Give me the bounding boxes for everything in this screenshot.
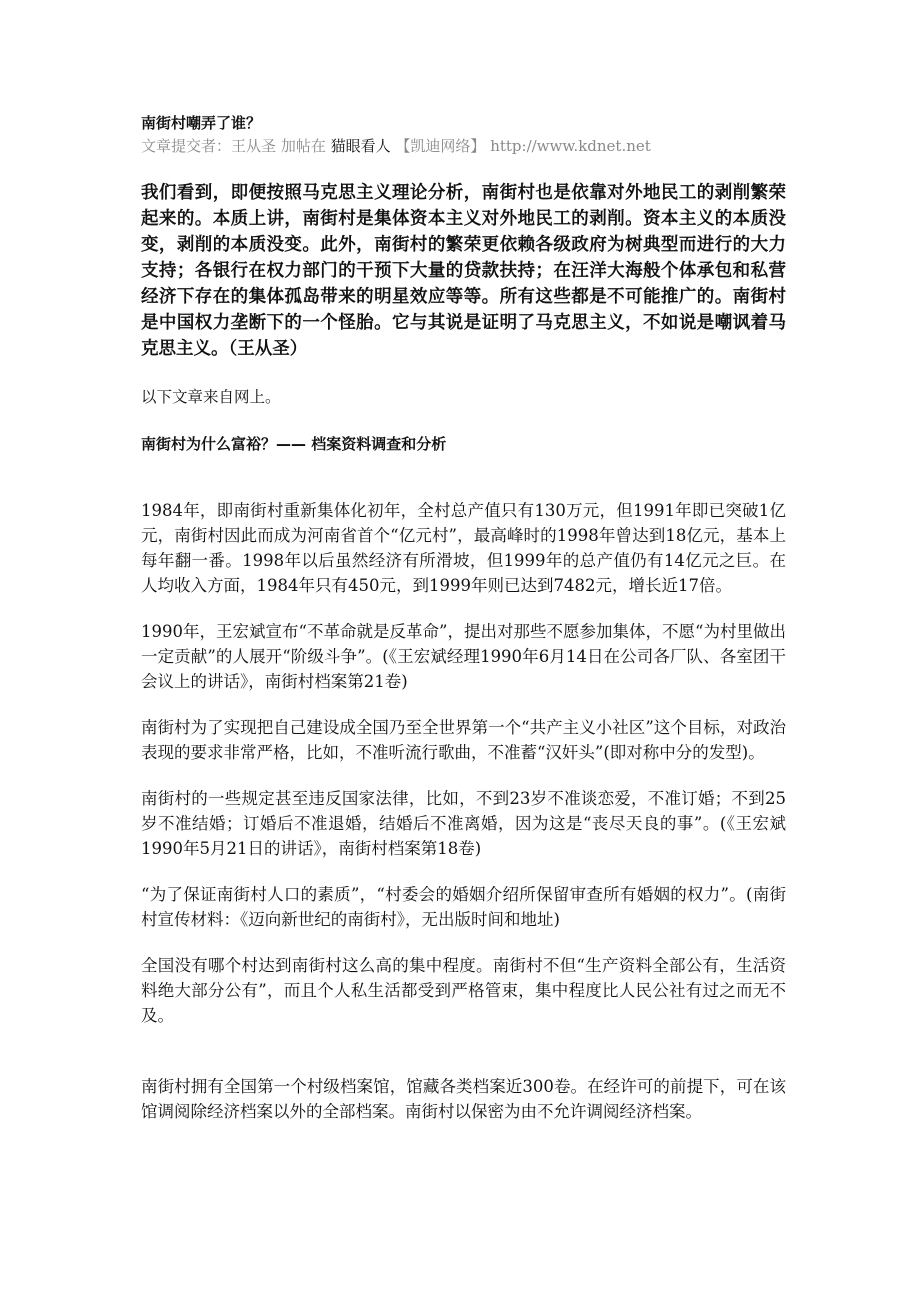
board-link[interactable]: 猫眼看人 — [330, 137, 391, 155]
body-paragraph: 1984年，即南街村重新集体化初年，全村总产值只有130万元，但1991年即已突破1亿元，南街村因此而成为河南省首个“亿元村”，最高峰时的1998年曾达到18亿元，基本上每年翻一番。1998年以后虽然经济有所滑坡，但1999年的总产值仍有14亿元之巨。在人均收入方面，1984年只有450元，到1999年则已达到7482元，增长近17倍。 — [141, 501, 786, 595]
submitter-label: 文章提交者： — [141, 137, 232, 155]
site-name: 【凯迪网络】 — [395, 137, 486, 155]
body-paragraph: “为了保证南街村人口的素质”，“村委会的婚姻介绍所保留审查所有婚姻的权力”。(南街村宣传材料：《迈向新世纪的南街村》，无出版时间和地址) — [141, 885, 786, 929]
submitter-name: 王从圣 — [231, 137, 277, 155]
body-paragraph: 1990年，王宏斌宣布“不革命就是反革命”，提出对那些不愿参加集体，不愿“为村里做出一定贡献”的人展开“阶级斗争”。(《王宏斌经理1990年6月14日在公司各厂队、各室团干会议上的讲话》，南街村档案第21卷) — [141, 622, 786, 691]
article-meta — [141, 134, 786, 158]
body-paragraph: 全国没有哪个村达到南街村这么高的集中程度。南街村不但“生产资料全部公有，生活资料绝大部分公有”，而且个人私生活都受到严格管束，集中程度比人民公社有过之而无不及。 — [141, 956, 786, 1025]
source-note: 以下文章来自网上。 — [141, 388, 281, 406]
body-paragraph: 南街村为了实现把自己建设成全国乃至全世界第一个“共产主义小社区”这个目标，对政治表现的要求非常严格，比如，不准听流行歌曲，不准蓄“汉奸头”(即对称中分的发型)。 — [141, 718, 786, 762]
document-page — [141, 112, 786, 1145]
site-url[interactable]: http://www.kdnet.net — [490, 137, 651, 155]
body-paragraph: 南街村的一些规定甚至违反国家法律，比如，不到23岁不准谈恋爱，不准订婚；不到25岁不准结婚；订婚后不准退婚，结婚后不准离婚，因为这是“丧尽天良的事”。(《王宏斌1990年5月21日的讲话》，南街村档案第18卷) — [141, 789, 786, 858]
intro-paragraph: 我们看到，即便按照马克思主义理论分析，南街村也是依靠对外地民工的剥削繁荣起来的。本质上讲，南街村是集体资本主义对外地民工的剥削。资本主义的本质没变，剥削的本质没变。此外，南街村的繁荣更依赖各级政府为树典型而进行的大力支持；各银行在权力部门的干预下大量的贷款扶持；在汪洋大海般个体承包和私营经济下存在的集体孤岛带来的明星效应等等。所有这些都是不可能推广的。南街村是中国权力垄断下的一个怪胎。它与其说是证明了马克思主义，不如说是嘲讽着马克思主义。（王从圣） — [141, 183, 786, 359]
body-paragraph: 南街村拥有全国第一个村级档案馆，馆藏各类档案近300卷。在经许可的前提下，可在该馆调阅除经济档案以外的全部档案。南街村以保密为由不允许调阅经济档案。 — [141, 1077, 786, 1121]
article-subtitle: 南街村为什么富裕？—— 档案资料调查和分析 — [141, 435, 447, 453]
posted-in-label: 加帖在 — [280, 137, 326, 155]
article-title: 南街村嘲弄了谁？ — [141, 114, 262, 132]
